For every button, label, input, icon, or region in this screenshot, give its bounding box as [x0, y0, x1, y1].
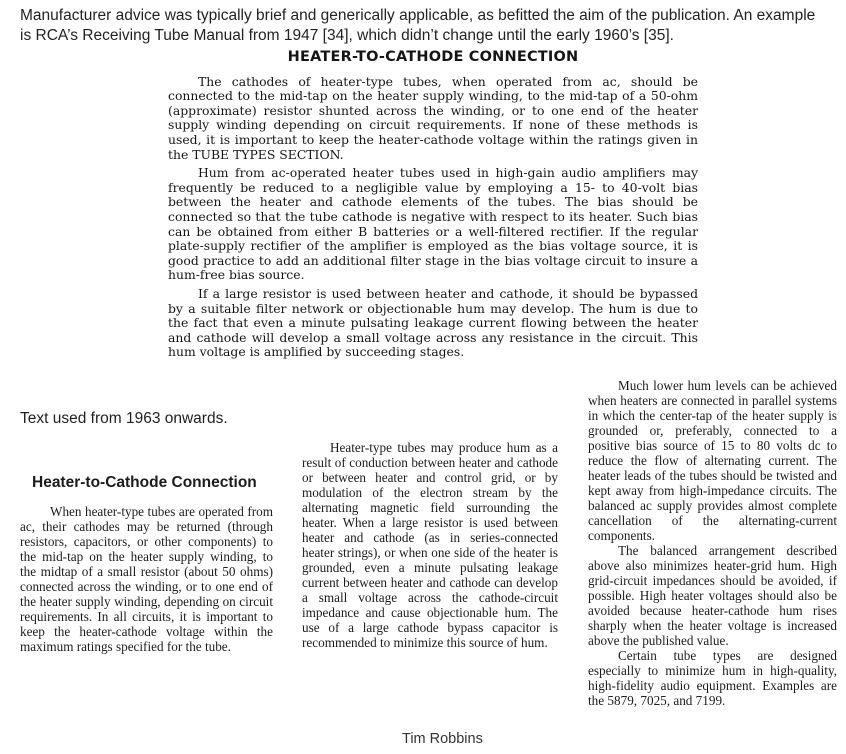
scan-1963-column-3	[588, 378, 837, 708]
note-1963: Text used from 1963 onwards.	[20, 410, 228, 427]
scan-1963-col3-paragraph-1: Much lower hum levels can be achieved when heaters are connected in parallel systems in which the center-tap of the heater supply is grounded or, preferably, connected to a positive bias source of 15 to 80 volts dc to reduce the flow of alternating current. The heater leads of the tubes should be twisted and kept away from high-impedance circuits. The balanced ac supply provides almost complete cancellation of the alternating-current components.	[588, 378, 837, 543]
scan-1963-col2-text: Heater-type tubes may produce hum as a result of conduction between heater and cathode or between heater and control grid, or by modulation of the electron stream by the alternating magnetic field surrounding the heater. When a large resistor is used between heater and cathode (as in series-connected heater strings), or when one side of the heater is grounded, even a minute pulsating leakage current between heater and cathode can develop a small voltage across the cathode-circuit impedance and cause objectionable hum. The use of a large cathode bypass capacitor is recommended to minimize this source of hum.	[302, 440, 558, 650]
scan-1963-col3-paragraph-3: Certain tube types are designed especially to minimize hum in high-quality, high-fidelity audio equipment. Examples are the 5879, 7025, and 7199.	[588, 648, 837, 708]
scan-1947-paragraph-1: The cathodes of heater-type tubes, when operated from ac, should be connected to the mid-tap on the heater supply winding, to the mid-tap of a 50-ohm (approximate) resistor shunted across the winding, or to one end of the heater supply winding depending on circuit requirements. If none of these methods is used, it is important to keep the heater-cathode voltage within the ratings given in the TUBE TYPES SECTION.	[168, 73, 698, 162]
scan-1947-excerpt	[168, 50, 698, 364]
scan-1963-column-1	[20, 475, 273, 654]
scan-1963-col3-paragraph-2: The balanced arrangement described above also minimizes heater-grid hum. High grid-circuit impedances should be avoided, if possible. High heater voltages should also be avoided because heater-cathode hum rises sharply when the heater voltage is increased above the published value.	[588, 543, 837, 648]
scan-1963-column-2	[302, 440, 558, 650]
scan-1947-paragraph-3: If a large resistor is used between heater and cathode, it should be bypassed by a suitable filter network or objectionable hum may develop. The hum is due to the fact that even a minute pulsating leakage current flowing between the heater and cathode will develop a small voltage across any resistance in the circuit. This hum voltage is amplified by succeeding stages.	[168, 285, 698, 360]
scan-1947-heading: HEATER-TO-CATHODE CONNECTION	[287, 49, 579, 65]
scan-1947-paragraph-2: Hum from ac-operated heater tubes used in high-gain audio amplifiers may frequently be reduced to a negligible value by employing a 15- to 40-volt bias between the heater and cathode elements of the tubes. The bias should be connected so that the tube cathode is negative with respect to its heater. Such bias can be obtained from either B batteries or a well-filtered rectifier. If the regular plate-supply rectifier of the amplifier is employed as the bias voltage source, it is good practice to add an additional filter stage in the bias voltage circuit to insure a hum-free bias source.	[168, 165, 698, 283]
intro-paragraph: Manufacturer advice was typically brief and generically applicable, as befitted the aim of the publication. An example is RCA’s Receiving Tube Manual from 1947 [34], which didn’t change until the early 1960’s [35].	[20, 7, 816, 44]
author-credit: Tim Robbins	[402, 731, 483, 747]
scan-1963-col1-text: When heater-type tubes are operated from ac, their cathodes may be returned (through resistors, capacitors, or other components) to the mid-tap on the heater supply winding, to the midtap of a small resistor (about 50 ohms) connected across the winding, or to one end of the heater supply winding, depending on circuit requirements. In all circuits, it is important to keep the heater-cathode voltage within the maximum ratings specified for the tube.	[20, 504, 273, 654]
scan-1963-heading: Heater-to-Cathode Connection	[32, 474, 257, 491]
